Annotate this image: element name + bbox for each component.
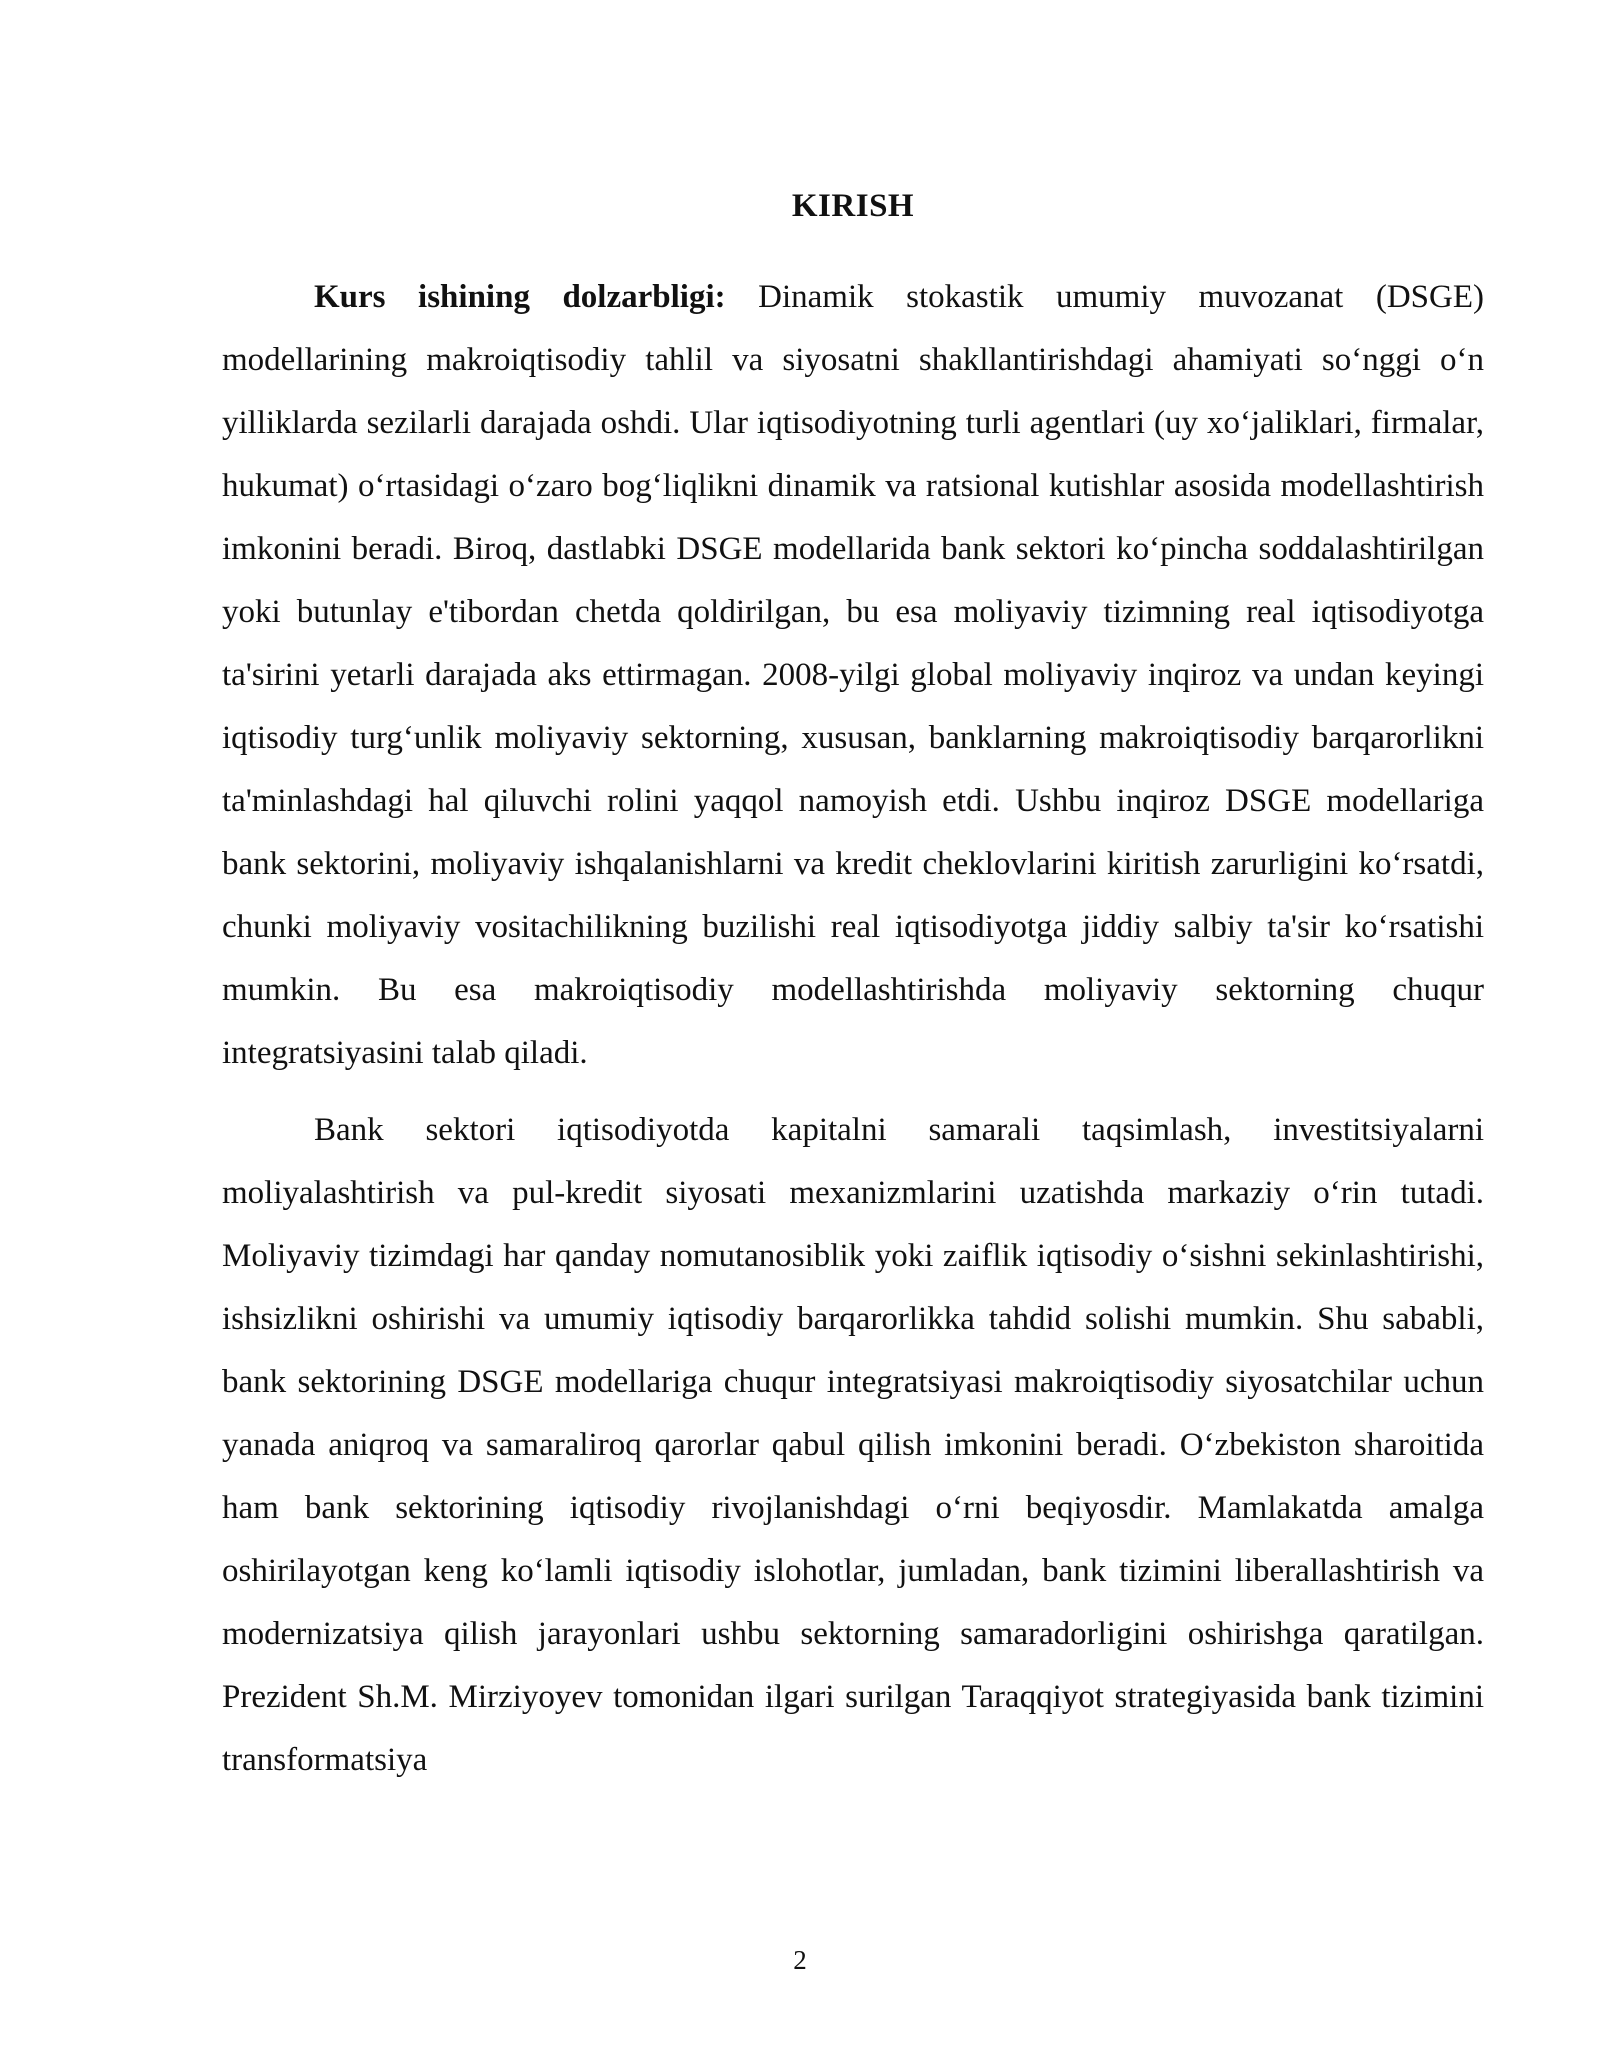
page-content: [222, 186, 1484, 1806]
paragraph-lead-heading: Kurs ishining dolzarbligi:: [314, 279, 726, 315]
paragraph-relevance: [222, 266, 1484, 1085]
paragraph-bank-sector: Bank sektori iqtisodiyotda kapitalni samarali taqsimlash, investitsiyalarni moliyalashtirish va pul-kredit siyosati mexanizmlarini uzatishda markaziy o‘rin tutadi. Moliyaviy tizimdagi har qanday nomutanosiblik yoki zaiflik iqtisodiy o‘sishni sekinlashtirishi, ishsizlikni oshirishi va umumiy iqtisodiy barqarorlikka tahdid solishi mumkin. Shu sababli, bank sektorining DSGE modellariga chuqur integratsiyasi makroiqtisodiy siyosatchilar uchun yanada aniqroq va samaraliroq qarorlar qabul qilish imkonini beradi. O‘zbekiston sharoitida ham bank sektorining iqtisodiy rivojlanishdagi o‘rni beqiyosdir. Mamlakatda amalga oshirilayotgan keng ko‘lamli iqtisodiy islohotlar, jumladan, bank tizimini liberallashtirish va modernizatsiya qilish jarayonlari ushbu sektorning samaradorligini oshirishga qaratilgan. Prezident Sh.M. Mirziyoyev tomonidan ilgari surilgan Taraqqiyot strategiyasida bank tizimini transformatsiya: [222, 1112, 1484, 1778]
paragraph-relevance-text: Dinamik stokastik umumiy muvozanat (DSGE) modellarining makroiqtisodiy tahlil va siyosatni shakllantirishdagi ahamiyati so‘nggi o‘n yilliklarda sezilarli darajada oshdi. Ular iqtisodiyotning turli agentlari (uy xo‘jaliklari, firmalar, hukumat) o‘rtasidagi o‘zaro bog‘liqlikni dinamik va ratsional kutishlar asosida modellashtirish imkonini beradi. Biroq, dastlabki DSGE modellarida bank sektori ko‘pincha soddalashtirilgan yoki butunlay e'tibordan chetda qoldirilgan, bu esa moliyaviy tizimning real iqtisodiyotga ta'sirini yetarli darajada aks ettirmagan. 2008-yilgi global moliyaviy inqiroz va undan keyingi iqtisodiy turg‘unlik moliyaviy sektorning, xususan, banklarning makroiqtisodiy barqarorlikni ta'minlashdagi hal qiluvchi rolini yaqqol namoyish etdi. Ushbu inqiroz DSGE modellariga bank sektorini, moliyaviy ishqalanishlarni va kredit cheklovlarini kiritish zarurligini ko‘rsatdi, chunki moliyaviy vositachilikning buzilishi real iqtisodiyotga jiddiy salbiy ta'sir ko‘rsatishi mumkin. Bu esa makroiqtisodiy modellashtirishda moliyaviy sektorning chuqur integratsiyasini talab qiladi.: [222, 279, 1484, 1071]
page-number: 2: [793, 1945, 807, 1975]
section-title: KIRISH: [791, 188, 915, 224]
